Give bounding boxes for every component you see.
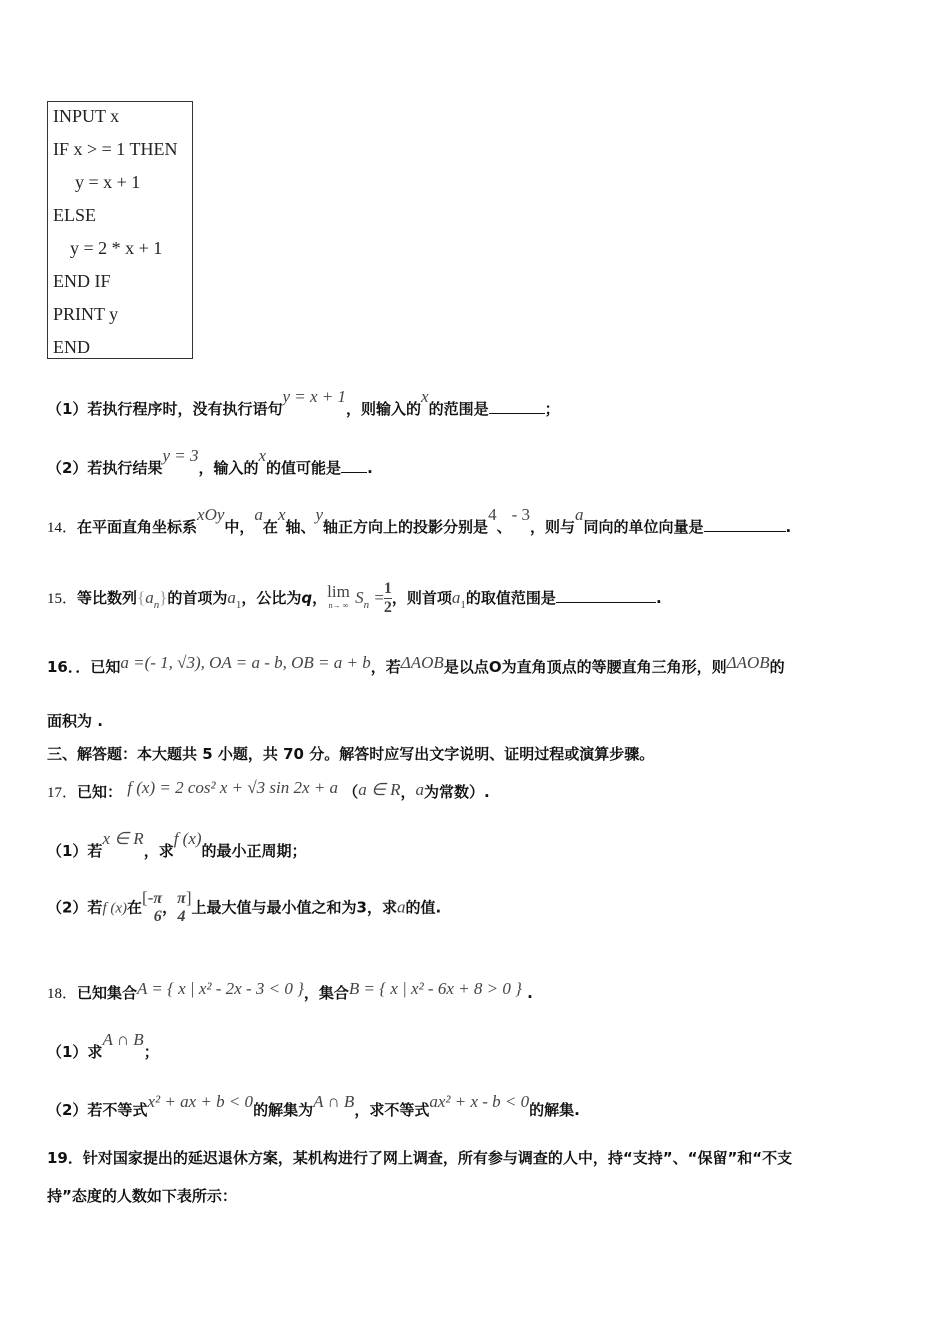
answer-blank [341,458,367,473]
math-expr: ΔAOB [400,653,444,672]
math-expr: A ∩ B [313,1092,355,1111]
text: 在 [127,898,143,917]
text: 为直角顶点的等腰直角三角形，则 [501,658,727,676]
text: （ [343,783,359,801]
text: 同向的单位向量是 [583,518,704,536]
question-17-part-1 [47,829,307,861]
question-13-part-2 [47,446,373,478]
math-expr: a ∈ R [358,780,401,799]
text: 的值. [405,898,442,917]
code-line: ELSE [53,205,96,225]
question-number: 18． [47,986,78,1002]
fraction [177,890,186,926]
text: ，求 [143,842,174,860]
brace-left: { [137,588,146,607]
text: 是以点 [443,658,489,676]
code-line: INPUT x [53,106,120,126]
code-line: IF x > = 1 THEN [53,139,178,159]
question-13-part-1 [47,387,560,419]
math-var: a [396,897,406,917]
text: （1）求 [47,1043,103,1061]
math-subscript: 1 [235,599,242,611]
text: 的首项为 [167,589,228,607]
fraction [153,890,162,926]
interval-bracket-right: ] [185,887,192,907]
text: ，则输入的 [346,400,422,418]
text: 已知集合 [77,984,138,1002]
text: 的解集. [529,1101,580,1119]
text: 轴、 [285,518,316,536]
math-expr: A = { x | x² - 2x - 3 < 0 } [137,979,304,998]
answer-blank [489,399,545,414]
math-var: a [227,588,236,607]
code-line: y = 2 * x + 1 [70,238,163,258]
question-16-line-2: 面积为 . [47,712,103,730]
text: . [527,984,533,1002]
numerator: 1 [383,580,392,597]
text: ， [312,589,328,607]
text: 的最小正周期； [201,842,307,860]
text: 在平面直角坐标系 [77,518,198,536]
text: ，集合 [303,984,349,1002]
question-19-line-1: 19．针对国家提出的延迟退休方案，某机构进行了网上调查，所有参与调查的人中，持“支持”、“保留”和“不支 [47,1149,793,1167]
text: ，求 [366,898,397,917]
limit-operator [327,581,350,613]
math-expr: y = x + 1 [282,387,346,406]
answer-blank [704,517,786,532]
code-line: END [53,337,90,357]
code-line: END IF [53,271,111,291]
text: . [785,518,792,536]
text: 的解集为 [253,1101,314,1119]
text: 在 [262,518,278,536]
text: 等比数列 [77,589,138,607]
text: ， [400,783,416,801]
text: 上最大值与最小值之和为 [191,898,357,917]
question-number: 15． [47,591,78,607]
math-value: - 3 [511,505,530,524]
answer-blank [556,588,656,603]
fraction [384,580,392,617]
text: （2）若执行结果 [47,459,163,477]
program-code-box [47,101,193,359]
text: 3 [356,898,367,917]
math-expr: A ∩ B [102,1030,144,1049]
text: 中， [224,518,255,536]
text: ； [544,400,560,418]
math-var: a [254,505,263,524]
text: ， [162,898,178,917]
math-expr: f (x) [102,900,128,917]
text: （2）若不等式 [47,1101,148,1119]
text: 的值可能是 [266,459,342,477]
limit-subscript: n→ ∞ [328,600,349,610]
question-14 [47,505,792,537]
code-line: y = x + 1 [75,172,141,192]
limit-label: lim [327,581,350,601]
math-expr: xOy [197,505,225,524]
denominator: 6 [153,908,162,925]
math-var: a [145,588,154,607]
numerator: π [153,890,163,907]
question-number: 14． [47,520,78,536]
math-var: x [258,446,267,465]
text: （1）若执行程序时，没有执行语句 [47,400,283,418]
interval-bracket-left: [- [142,887,154,907]
question-16 [47,653,785,677]
math-expr: f (x) [173,829,202,848]
math-var: a [451,588,461,607]
text: 已知： [77,783,123,801]
question-number: 16．．已知 [47,658,121,676]
text: . [655,589,662,607]
text: ； [143,1043,159,1061]
math-var: x [277,505,286,524]
question-18-part-1 [47,1030,159,1062]
section-heading: 三、解答题：本大题共 5 小题，共 70 分。解答时应写出文字说明、证明过程或演算步骤。 [47,745,655,763]
text: 、 [496,518,512,536]
text: ，若 [370,658,401,676]
math-expr: f (x) = 2 cos² x + √3 sin 2x + a [127,778,339,797]
math-value: 4 [488,505,497,524]
math-expr: ax² + x - b < 0 [429,1092,530,1111]
text: 为常数）. [424,783,490,801]
denominator: 4 [177,908,186,925]
math-var: q [301,589,313,607]
math-expr: x² + ax + b < 0 [147,1092,254,1111]
math-var: x [421,387,429,406]
math-subscript: n [363,599,370,611]
question-17 [47,778,490,802]
text: 的 [769,658,785,676]
text: ，公比为 [241,589,302,607]
math-expr: a =(- 1, √3), OA = a - b, OB = a + b [120,653,371,672]
text: （1）若 [47,842,103,860]
math-expr: y = 3 [162,446,199,465]
brace-right: } [159,588,168,607]
text: . [367,459,373,477]
math-var: a [575,505,584,524]
text: 的范围是 [428,400,489,418]
math-expr: ΔAOB [726,653,770,672]
text: ，输入的 [198,459,259,477]
math-expr: B = { x | x² - 6x + 8 > 0 } [348,979,522,998]
code-line: PRINT y [53,304,119,324]
math-expr: x ∈ R [102,829,144,848]
text: ，则首项 [391,589,452,607]
text: （2）若 [47,898,103,917]
denominator: 2 [383,599,392,616]
question-15 [47,580,662,617]
question-18 [47,979,533,1003]
question-19-line-2: 持”态度的人数如下表所示： [47,1187,237,1205]
text: O [488,658,502,676]
question-17-part-2 [47,887,442,926]
question-18-part-2 [47,1092,580,1120]
text: 轴正方向上的投影分别是 [323,518,489,536]
math-var: a [415,780,425,799]
text: 的取值范围是 [465,589,556,607]
text: ，则与 [530,518,576,536]
math-operator: = [374,588,384,607]
math-subscript: 1 [460,599,466,611]
numerator: π [177,890,186,907]
math-var: S [355,588,364,607]
text: ，求不等式 [354,1101,430,1119]
math-var: y [315,505,324,524]
math-subscript: n [153,599,160,611]
question-number: 17． [47,785,78,801]
